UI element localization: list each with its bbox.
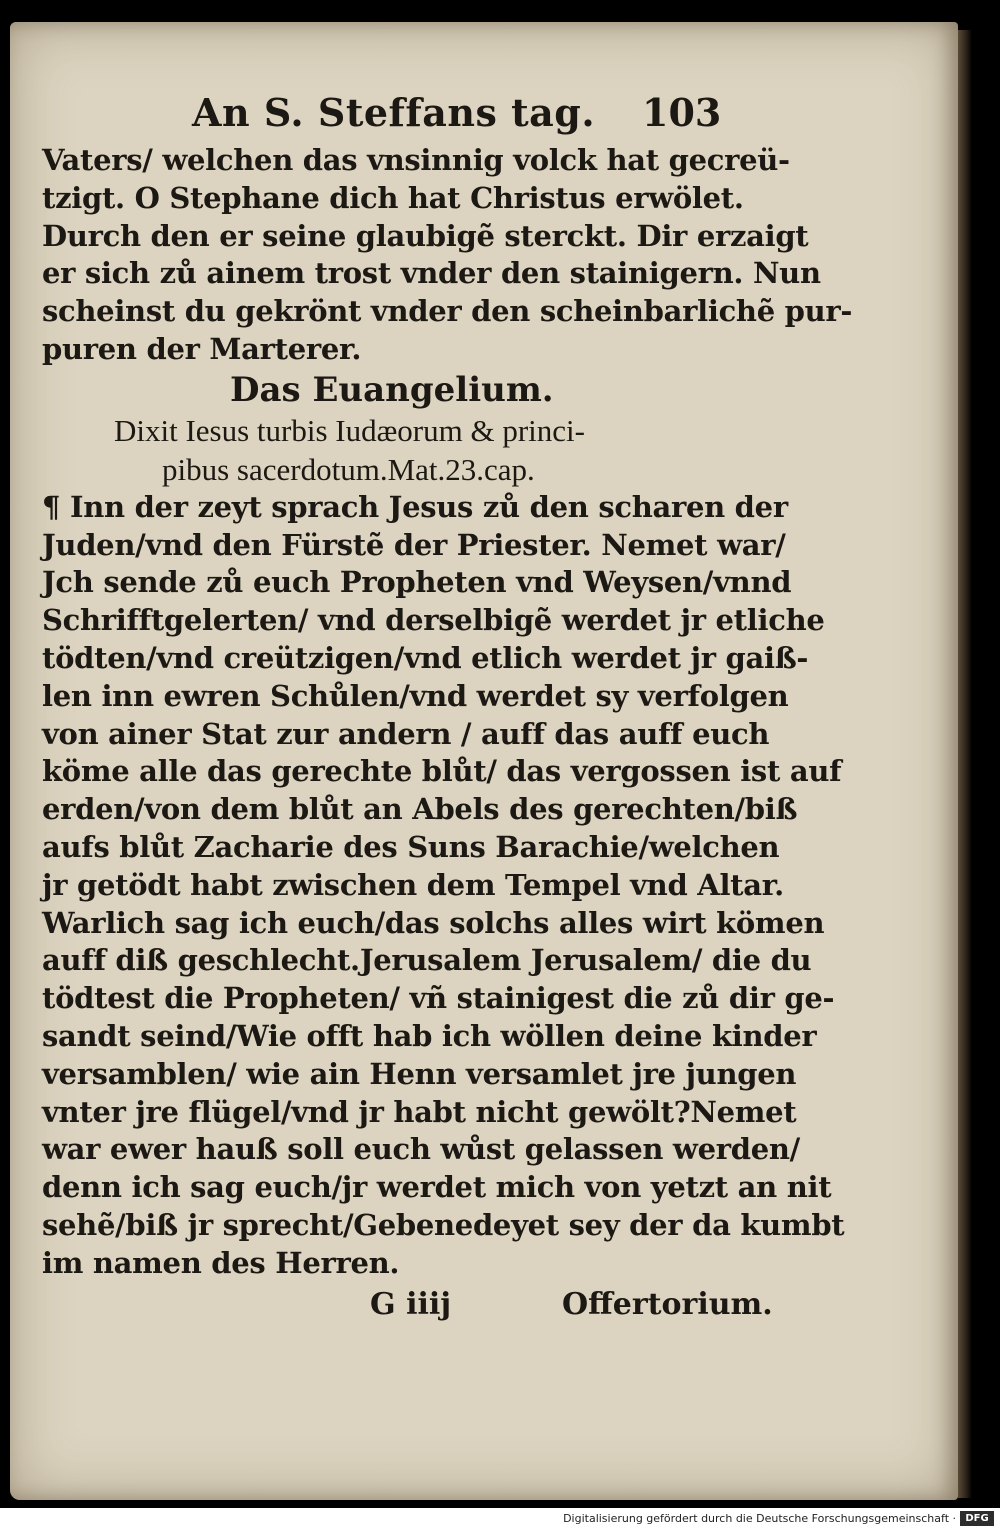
- text-line: Schrifftgelerten/ vnd derselbigẽ werdet jr etliche: [42, 603, 825, 638]
- text-line: erden/von dem blůt an Abels des gerechten/biß: [42, 792, 798, 827]
- text-line: war ewer hauß soll euch wůst gelassen werden/: [42, 1132, 800, 1167]
- text-line: denn ich sag euch/jr werdet mich von yetzt an nit: [42, 1170, 832, 1205]
- latin-incipit: [42, 411, 762, 489]
- text-line: köme alle das gerechte blůt/ das vergossen ist auf: [42, 754, 842, 789]
- page-header: [42, 90, 762, 142]
- text-line: tödten/vnd creützigen/vnd etlich werdet jr gaiß-: [42, 640, 809, 675]
- body-section-2: [42, 489, 845, 1283]
- text-line: scheinst du gekrönt vnder den scheinbarlichẽ pur-: [42, 294, 853, 329]
- signature-mark: G iiij: [370, 1286, 452, 1322]
- running-title: An S. Steffans tag.: [192, 90, 596, 135]
- text-line: vnter jre flügel/vnd jr habt nicht gewölt?Nemet: [42, 1094, 797, 1129]
- text-line: Durch den er seine glaubigẽ sterckt. Dir erzaigt: [42, 218, 809, 253]
- dfg-logo-icon: DFG: [960, 1511, 994, 1526]
- text-line: er sich zů ainem trost vnder den stainigern. Nun: [42, 256, 821, 291]
- text-line: Vaters/ welchen das vnsinnig volck hat gecreü-: [42, 143, 790, 177]
- text-line: von ainer Stat zur andern / auff das auff euch: [42, 716, 770, 751]
- text-line: len inn ewren Schůlen/vnd werdet sy verfolgen: [42, 678, 789, 713]
- text-line: aufs blůt Zacharie des Suns Barachie/welchen: [42, 829, 780, 864]
- text-line: Juden/vnd den Fürstẽ der Priester. Nemet war/: [42, 527, 786, 562]
- latin-line: pibus sacerdotum.Mat.23.cap.: [162, 451, 535, 487]
- text-block: [42, 90, 853, 1331]
- text-line: sandt seind/Wie offt hab ich wöllen deine kinder: [42, 1018, 817, 1053]
- dfg-notice: Digitalisierung gefördert durch die Deutsche Forschungsgemeinschaft ·: [563, 1512, 956, 1525]
- page-edge: [958, 30, 972, 1498]
- body-section-1: [42, 142, 853, 369]
- text-line: versamblen/ wie ain Henn versamlet jre jungen: [42, 1056, 797, 1091]
- catchword: Offertorium.: [562, 1286, 773, 1322]
- text-line: sehẽ/biß jr sprecht/Gebenedeyet sey der da kumbt: [42, 1207, 845, 1242]
- text-line: tödtest die Propheten/ vñ stainigest die zů dir ge-: [42, 981, 835, 1016]
- text-line: Warlich sag ich euch/das solchs alles wirt kömen: [42, 905, 825, 940]
- page-footer: [42, 1286, 773, 1331]
- text-line: im namen des Herren.: [42, 1245, 400, 1280]
- text-line: Jch sende zů euch Propheten vnd Weysen/vnnd: [42, 565, 792, 600]
- text-line: auff diß geschlecht.Jerusalem Jerusalem/ die du: [42, 943, 812, 978]
- folio-number: 103: [642, 90, 722, 135]
- text-line: jr getödt habt zwischen dem Tempel vnd Altar.: [42, 867, 784, 902]
- section-heading: Das Euangelium.: [230, 369, 554, 410]
- text-line: ¶ Inn der zeyt sprach Jesus zů den scharen der: [42, 489, 788, 524]
- text-line: puren der Marterer.: [42, 331, 362, 366]
- dfg-notice-bar: [0, 1508, 1000, 1530]
- text-line: tzigt. O Stephane dich hat Christus erwölet.: [42, 180, 744, 215]
- latin-line: Dixit Iesus turbis Iudæorum & princi-: [114, 412, 585, 448]
